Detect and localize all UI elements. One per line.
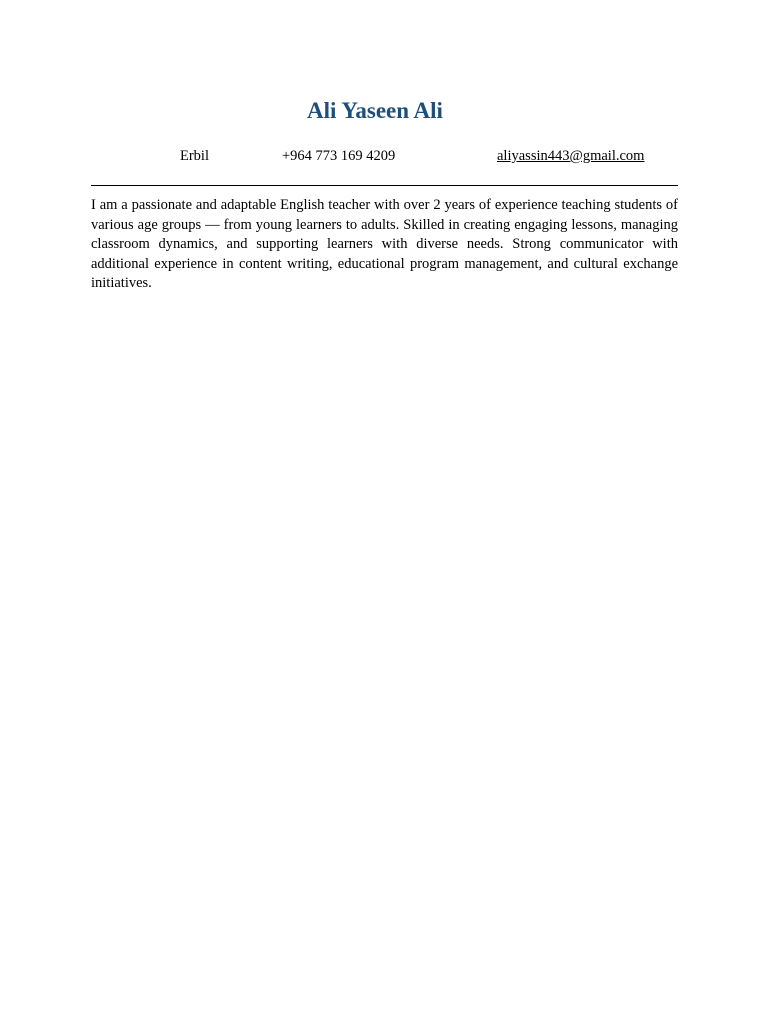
header-divider (91, 185, 678, 186)
contact-city: Erbil (180, 148, 209, 164)
contact-phone: +964 773 169 4209 (282, 148, 396, 164)
resume-name: Ali Yaseen Ali (307, 98, 443, 123)
profile-summary: I am a passionate and adaptable English teacher with over 2 years of experience teaching students of various age groups — from young learners to adults. Skilled in creating engaging lessons, managing classroom dynamics, and supporting learners with diverse needs. Strong communicator with additional experience in content writing, educational program management, and cultural exchange initiatives. (91, 197, 678, 291)
contact-email-link[interactable]: aliyassin443@gmail.com (497, 148, 645, 164)
